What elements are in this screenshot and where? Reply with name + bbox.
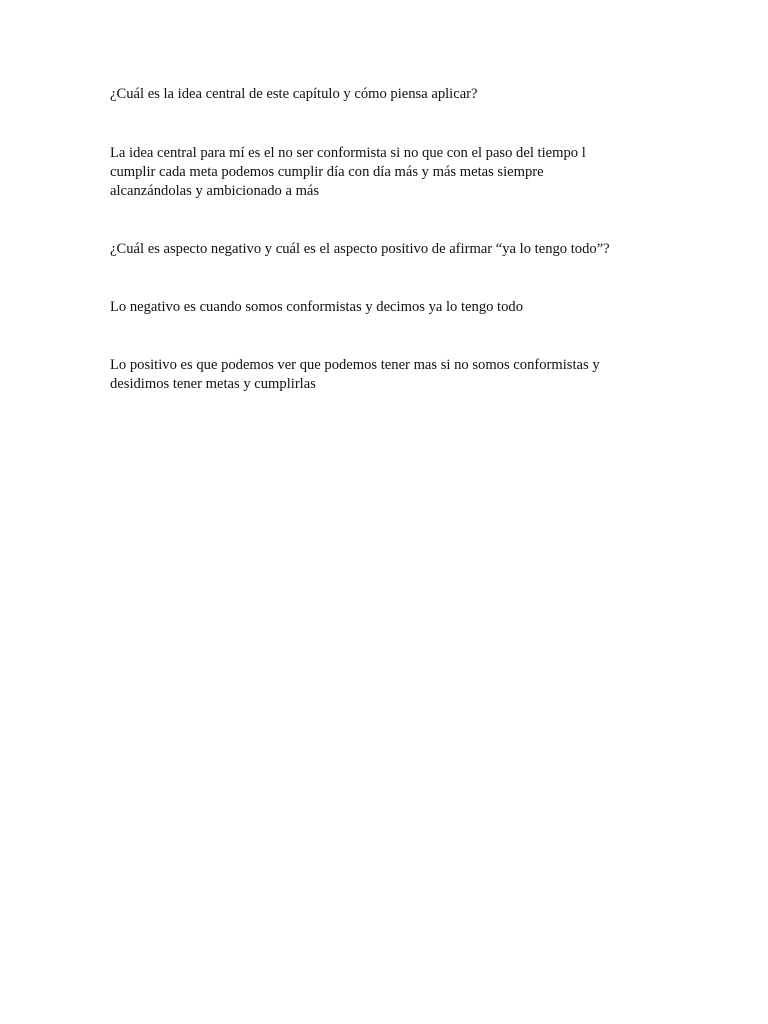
answer-2-negative: Lo negativo es cuando somos conformistas y decimos ya lo tengo todo [110,299,524,315]
answer-2-positive-line-1: Lo positivo es que podemos ver que podemos tener mas si no somos conformistas y [110,357,600,373]
answer-1-line-1: La idea central para mí es el no ser conformista si no que con el paso del tiempo l [110,145,586,161]
answer-1-line-2: cumplir cada meta podemos cumplir día con día más y más metas siempre [110,164,544,180]
question-1: ¿Cuál es la idea central de este capítulo y cómo piensa aplicar? [110,86,478,102]
answer-1-line-3: alcanzándolas y ambicionado a más [110,183,320,199]
question-2: ¿Cuál es aspecto negativo y cuál es el aspecto positivo de afirmar “ya lo tengo todo”? [110,241,610,257]
answer-2-positive-line-2: desidimos tener metas y cumplirlas [110,376,316,392]
